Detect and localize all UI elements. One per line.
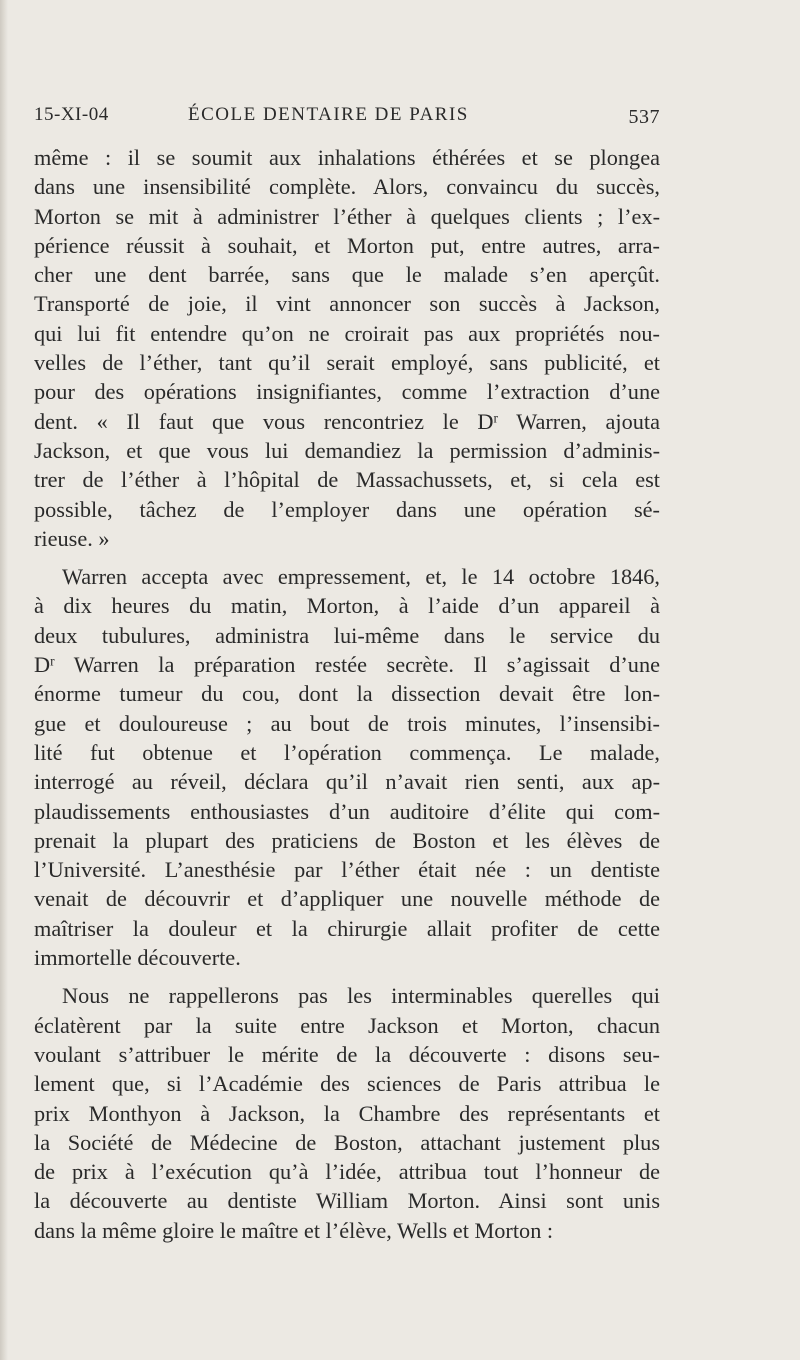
header-title: ÉCOLE DENTAIRE DE PARIS [188,104,469,125]
paragraph-gap [34,553,660,562]
text-line: prenait la plupart des praticiens de Boston et les élèves de [34,827,660,853]
running-header [34,104,660,134]
header-date: 15-XI-04 [34,104,109,125]
text-line: voulant s’attribuer le mérite de la découverte : disons seu- [34,1041,660,1067]
text-line: dent. « Il faut que vous rencontriez le $D^r$ Warren, ajouta [34,408,660,434]
text-line: rieuse. » [34,525,110,551]
text-line: même : il se soumit aux inhalations éthérées et se plongea [34,145,660,170]
text-line: Transporté de joie, il vint annoncer son succès à Jackson, [34,291,660,317]
text-line: à dix heures du matin, Morton, à l’aide d’un appareil à [34,593,660,619]
text-line: interrogé au réveil, déclara qu’il n’avait rien senti, aux ap- [34,769,660,795]
paragraph [34,981,660,1245]
text-line: Warren accepta avec empressement, et, le 14 octobre 1846, [62,564,660,590]
text-line: Jackson, et que vous lui demandiez la permission d’adminis- [34,437,660,463]
text-line: la Société de Médecine de Boston, attachant justement plus [34,1129,660,1155]
paragraph [34,562,660,972]
text-line: la découverte au dentiste William Morton. Ainsi sont unis [34,1188,660,1214]
paragraph [34,143,660,553]
text-line: plaudissements enthousiastes d’un auditoire d’élite qui com- [34,798,660,824]
text-line: qui lui fit entendre qu’on ne croirait pas aux propriétés nou- [34,320,660,346]
page-spine-shadow [0,0,8,1360]
text-line: dans une insensibilité complète. Alors, convaincu du succès, [34,174,660,200]
text-line: maîtriser la douleur et la chirurgie allait profiter de cette [34,915,660,941]
text-line: énorme tumeur du cou, dont la dissection devait être lon- [34,681,660,707]
text-line: pour des opérations insignifiantes, comme l’extraction d’une [34,379,660,405]
text-line: deux tubulures, administra lui-même dans le service du [34,622,660,648]
text-line: éclatèrent par la suite entre Jackson et Morton, chacun [34,1012,660,1038]
text-line: immortelle découverte. [34,945,241,971]
text-line: périence réussit à souhait, et Morton put, entre autres, arra- [34,232,660,258]
text-line: lement que, si l’Académie des sciences de Paris attribua le [34,1071,660,1097]
text-line: cher une dent barrée, sans que le malade s’en aperçût. [34,262,660,288]
body-text [34,143,660,1245]
paragraph-gap [34,972,660,981]
text-line: lité fut obtenue et l’opération commença. Le malade, [34,739,660,765]
text-line: Nous ne rappellerons pas les interminables querelles qui [62,983,660,1009]
text-line: gue et douloureuse ; au bout de trois minutes, l’insensibi- [34,710,660,736]
text-line: trer de l’éther à l’hôpital de Massachussets, et, si cela est [34,467,660,493]
superscript: r [50,653,55,669]
text-line: l’Université. L’anesthésie par l’éther était née : un dentiste [34,857,660,883]
text-line: velles de l’éther, tant qu’il serait employé, sans publicité, et [34,350,660,376]
page-number: 537 [628,106,660,128]
text-line: venait de découvrir et d’appliquer une nouvelle méthode de [34,886,660,912]
text-line: possible, tâchez de l’employer dans une opération sé- [34,496,660,522]
text-line: Morton se mit à administrer l’éther à quelques clients ; l’ex- [34,203,660,229]
text-line: $D^r$ Warren la préparation restée secrète. Il s’agissait d’une [34,652,660,678]
text-line: de prix à l’exécution qu’à l’idée, attribua tout l’honneur de [34,1159,660,1185]
superscript: r [493,409,498,425]
text-line: dans la même gloire le maître et l’élève, Wells et Morton : [34,1217,554,1243]
text-line: prix Monthyon à Jackson, la Chambre des représentants et [34,1100,660,1126]
